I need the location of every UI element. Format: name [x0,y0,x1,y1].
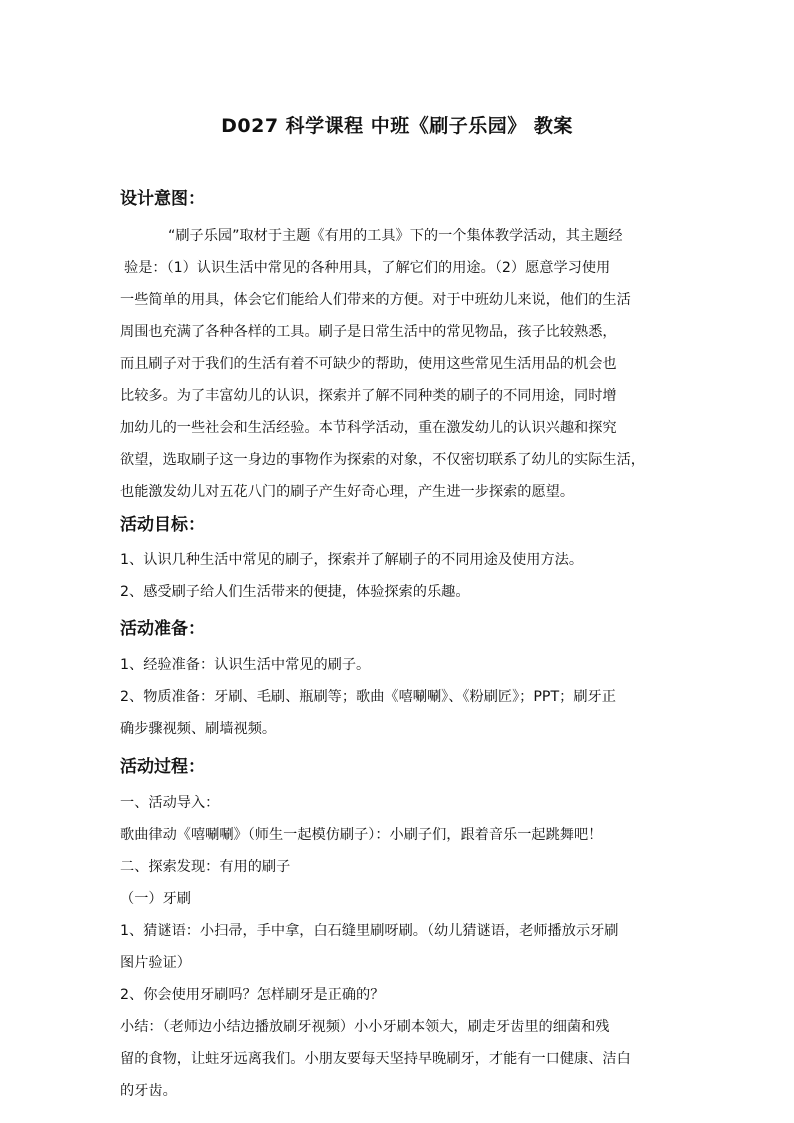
process-line: 留的食物，让蛀牙远离我们。小朋友要每天坚持早晚刷牙，才能有一口健康、洁白 [120,1051,631,1067]
process-line: 二、探索发现：有用的刷子 [120,859,291,875]
process-line: 1、猜谜语：小扫帚，手中拿，白石缝里刷呀刷。（幼儿猜谜语，老师播放示牙刷 [120,923,619,939]
document-title: D027 科学课程 中班《刷子乐园》 教案 [221,115,573,137]
process-line: 小结：（老师边小结边播放刷牙视频）小小牙刷本领大，刷走牙齿里的细菌和残 [120,1019,610,1035]
paragraph-line: 欲望，选取刷子这一身边的事物作为探索的对象，不仅密切联系了幼儿的实际生活， [120,452,645,468]
process-line: 的牙齿。 [120,1083,177,1099]
process-line: 一、活动导入： [120,795,220,811]
paragraph-line: 验是：（1）认识生活中常见的各种用具，了解它们的用途。（2）愿意学习使用 [124,260,611,276]
paragraph-line: 而且刷子对于我们的生活有着不可缺少的帮助，使用这些常见生活用品的机会也 [120,356,617,372]
section-heading-design: 设计意图： [120,189,205,209]
list-item-continued: 确步骤视频、刷墙视频。 [120,721,277,737]
list-item: 1、经验准备：认识生活中常见的刷子。 [120,657,371,673]
list-item: 1、认识几种生活中常见的刷子，探索并了解刷子的不同用途及使用方法。 [120,552,584,568]
list-item: 2、感受刷子给人们生活带来的便捷，体验探索的乐趣。 [120,584,470,600]
paragraph-line: 周围也充满了各种各样的工具。刷子是日常生活中的常见物品，孩子比较熟悉， [120,324,617,340]
process-line: 2、你会使用牙刷吗？怎样刷牙是正确的？ [120,987,385,1003]
paragraph-line: 比较多。为了丰富幼儿的认识，探索并了解不同种类的刷子的不同用途，同时增 [120,388,617,404]
paragraph-line: 一些简单的用具，体会它们能给人们带来的方便。对于中班幼儿来说，他们的生活 [120,292,631,308]
paragraph-line: 也能激发幼儿对五花八门的刷子产生好奇心理，产生进一步探索的愿望。 [120,484,575,500]
paragraph-line: “刷子乐园”取材于主题《有用的工具》下的一个集体教学活动，其主题经 [168,228,623,244]
paragraph-line: 加幼儿的一些社会和生活经验。本节科学活动，重在激发幼儿的认识兴趣和探究 [120,420,617,436]
section-heading-process: 活动过程： [120,757,205,777]
process-line: （一）牙刷 [120,891,191,907]
process-line: 图片验证） [120,955,191,971]
process-line: 歌曲律动《嘻唰唰》（师生一起模仿刷子）：小刷子们，跟着音乐一起跳舞吧！ [120,827,603,843]
section-heading-prep: 活动准备： [120,619,205,639]
section-heading-goals: 活动目标： [120,515,205,535]
list-item: 2、物质准备：牙刷、毛刷、瓶刷等；歌曲《嘻唰唰》、《粉刷匠》；PPT；刷牙正 [120,689,616,705]
